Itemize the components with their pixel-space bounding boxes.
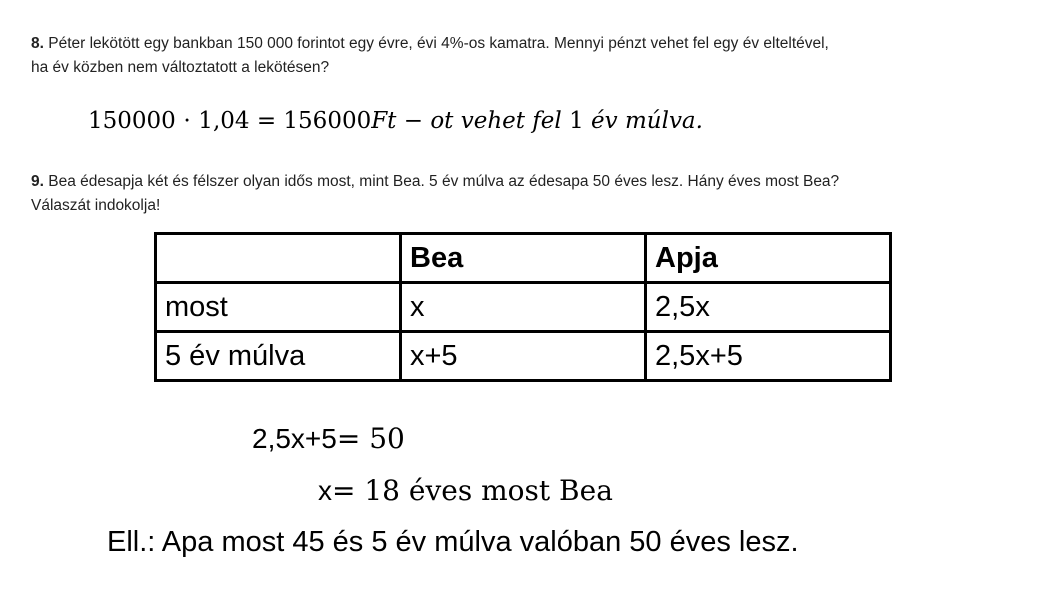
age-table xyxy=(154,232,892,382)
question-8-text-line1: Péter lekötött egy bankban 150 000 forintot egy évre, évi 4%-os kamatra. Mennyi pénzt vehet fel egy év elteltével, xyxy=(48,35,829,52)
table-header-cell: Apja xyxy=(646,234,891,283)
question-9 xyxy=(31,170,1021,218)
question-8 xyxy=(31,32,1021,80)
table-cell: x xyxy=(401,283,646,332)
table-row xyxy=(156,332,891,381)
verification-line: Ell.: Apa most 45 és 5 év múlva valóban 50 éves lesz. xyxy=(107,526,799,558)
answer-8-rest: Ft − ot vehet fel xyxy=(371,108,562,134)
answer-8-end: év múlva. xyxy=(591,108,703,134)
answer-8-equation xyxy=(88,108,703,134)
table-header-cell xyxy=(156,234,401,283)
question-8-number: 8. xyxy=(31,35,44,52)
question-9-text-line2: Válaszát indokolja! xyxy=(31,197,161,214)
table-cell: x+5 xyxy=(401,332,646,381)
table-row xyxy=(156,283,891,332)
question-8-text-line2: ha év közben nem változtatott a lekötésen? xyxy=(31,59,330,76)
answer-8-num: 1 xyxy=(569,108,584,134)
table-cell: 2,5x xyxy=(646,283,891,332)
equation-1-left: 2,5x+5 xyxy=(252,423,337,454)
table-cell: most xyxy=(156,283,401,332)
table-cell: 5 év múlva xyxy=(156,332,401,381)
question-9-number: 9. xyxy=(31,173,44,190)
solution-equation-2 xyxy=(318,474,613,507)
table-header-cell: Bea xyxy=(401,234,646,283)
question-9-text-line1: Bea édesapja két és félszer olyan idős most, mint Bea. 5 év múlva az édesapa 50 éves lesz. Hány éves most Bea? xyxy=(48,173,840,190)
answer-8-mult: ⋅ 1,04 = 156000 xyxy=(183,108,372,134)
equation-1-right: = 50 xyxy=(336,422,405,455)
answer-8-lhs: 150000 xyxy=(88,108,176,134)
equation-2-right: = 18 éves most Bea xyxy=(332,474,613,507)
table-cell: 2,5x+5 xyxy=(646,332,891,381)
table-header-row xyxy=(156,234,891,283)
solution-equation-1 xyxy=(252,422,405,455)
equation-2-left: x xyxy=(318,475,332,506)
